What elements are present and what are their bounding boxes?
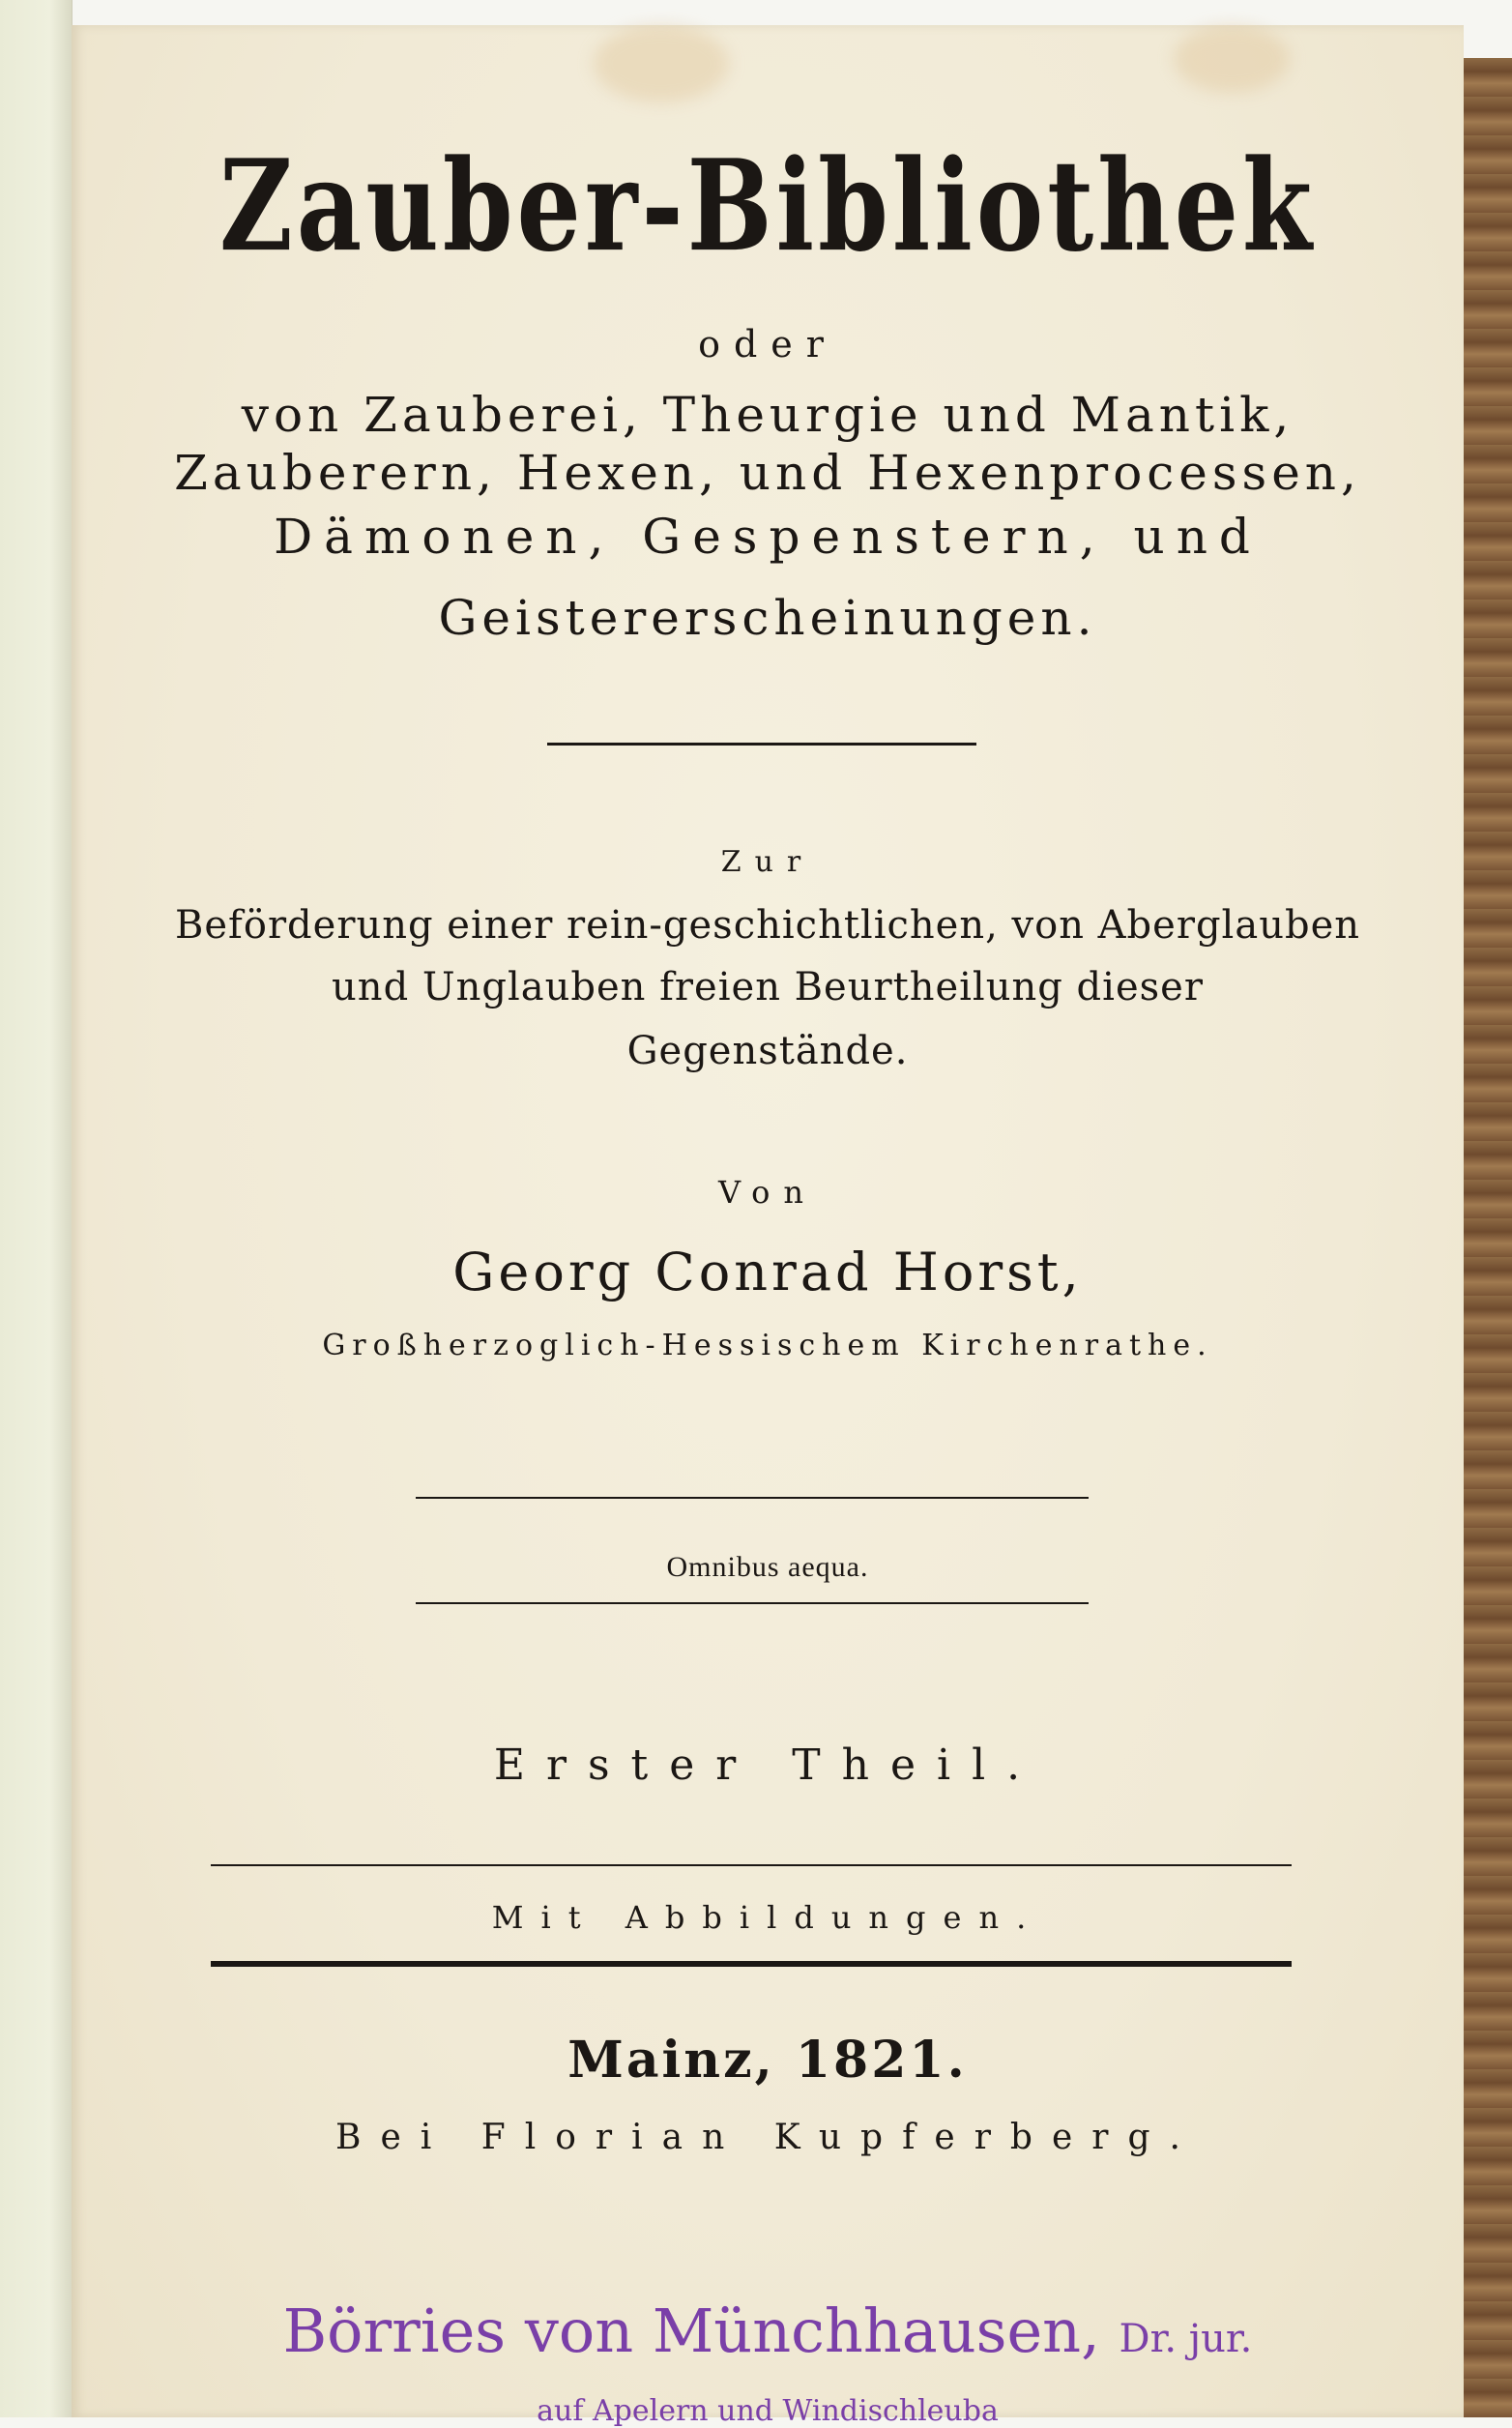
- stamp-name: Börries von Münchhausen,: [282, 2296, 1100, 2366]
- book-title: Zauber-Bibliothek: [218, 131, 1317, 280]
- volume: Erster Theil.: [493, 1741, 1042, 1790]
- illustrations: Mit Abbildungen.: [491, 1899, 1044, 1936]
- author: Georg Conrad Horst,: [452, 1242, 1083, 1302]
- divider: [211, 1864, 1292, 1866]
- stamp-degree: Dr. jur.: [1119, 2317, 1253, 2361]
- stamp-line2: auf Apelern und Windischleuba: [537, 2394, 999, 2428]
- purpose-line: Gegenstände.: [626, 1029, 909, 1073]
- divider: [416, 1497, 1089, 1499]
- divider: [416, 1602, 1089, 1604]
- motto: Omnibus aequa.: [666, 1551, 869, 1583]
- author-title: Großherzoglich-Hessischem Kirchenrathe.: [322, 1329, 1213, 1362]
- book-binding: [1458, 58, 1512, 2417]
- publisher: Bei Florian Kupferberg.: [335, 2118, 1200, 2157]
- oder: oder: [698, 323, 837, 366]
- ownership-stamp: [72, 2296, 1464, 2366]
- facing-page-edge: [0, 0, 73, 2417]
- subtitle-line: von Zauberei, Theurgie und Mantik,: [241, 387, 1294, 443]
- purpose-line: und Unglauben freien Beurtheilung dieser: [332, 965, 1204, 1009]
- von: Von: [717, 1174, 818, 1211]
- purpose-line: Beförderung einer rein-geschichtlichen, von Aberglauben: [174, 903, 1360, 948]
- subtitle-line: Zauberern, Hexen, und Hexenprocessen,: [174, 445, 1361, 501]
- subtitle-line: Geistererscheinungen.: [438, 590, 1097, 646]
- subtitle-line: Dämonen, Gespenstern, und: [274, 509, 1262, 565]
- zur: Zur: [720, 845, 815, 879]
- thick-divider: [211, 1961, 1292, 1967]
- title-page: [72, 25, 1464, 2428]
- place-year: Mainz, 1821.: [567, 2031, 968, 2090]
- stain: [1174, 25, 1290, 93]
- divider: [547, 743, 976, 746]
- stain: [594, 25, 729, 102]
